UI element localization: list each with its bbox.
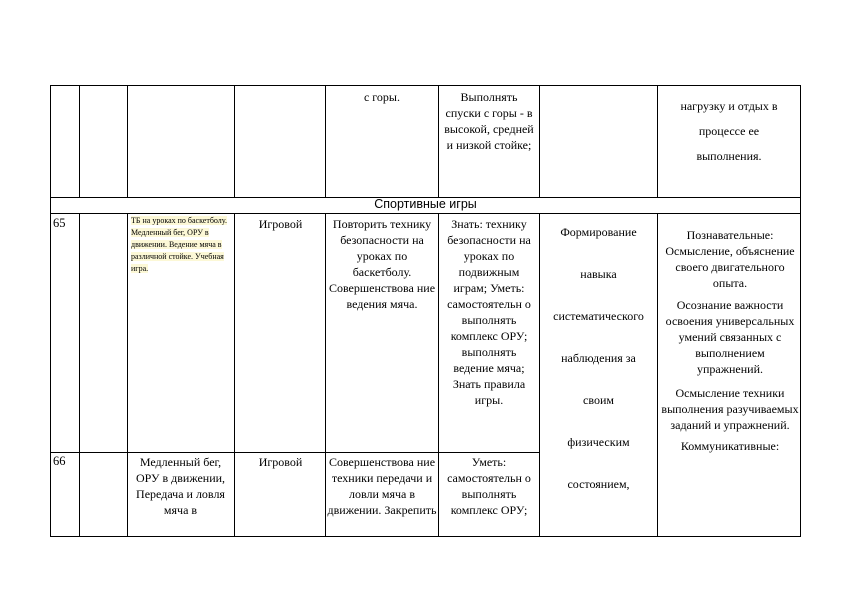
lesson-number: 65 [53, 216, 66, 230]
personal-line: систематического [553, 309, 644, 323]
col-divider [539, 85, 540, 198]
uud-block: Познавательные: Осмысление, объяснение своего двигательного опыта. [665, 228, 795, 290]
goal-cell-top: с горы. [363, 90, 400, 104]
col-divider [234, 214, 235, 537]
uud-line: процессе ее [698, 124, 760, 138]
lesson-topic [131, 215, 229, 275]
lesson-type: Игровой [258, 217, 303, 231]
personal-line: навыка [580, 267, 617, 281]
col-divider [438, 214, 439, 537]
col-divider [539, 214, 540, 537]
table-border [50, 85, 801, 86]
col-divider [657, 85, 658, 198]
uud-results [661, 227, 799, 454]
personal-line: физическим [567, 435, 630, 449]
personal-line: состоянием, [567, 477, 630, 491]
uud-block: Осмысление техники выполнения разучиваемых заданий и упражнений. [661, 386, 799, 432]
result-cell-top: Выполнять спуски с горы - в высокой, средней и низкой стойке; [444, 90, 534, 152]
col-divider [79, 214, 80, 537]
col-divider [657, 214, 658, 537]
lesson-result: Знать: технику безопасности на уроках по подвижным играм; Уметь: самостоятельн о выполнять комплекс ОРУ; выполнять ведение мяча; Знать правила игры. [447, 217, 531, 407]
uud-line: выполнения. [696, 149, 762, 163]
uud-block: Коммуникативные: [680, 439, 780, 453]
col-divider [438, 85, 439, 198]
personal-line: своим [583, 393, 614, 407]
personal-line: Формирование [560, 225, 637, 239]
lesson-result: Уметь: самостоятельн о выполнять комплекс ОРУ; [447, 455, 531, 517]
table-border [800, 85, 801, 537]
lesson-goal: Совершенствова ние техники передачи и ловли мяча в движении. Закрепить [327, 455, 437, 517]
lesson-topic-text: ТБ на уроках по баскетболу. Медленный бег, ОРУ в движении. Ведение мяча в различной стойке. Учебная игра. [131, 216, 227, 273]
personal-results [541, 211, 656, 505]
col-divider [127, 214, 128, 537]
col-divider [325, 214, 326, 537]
col-divider [234, 85, 235, 198]
col-divider [325, 85, 326, 198]
row-divider [50, 452, 539, 453]
uud-block: Осознание важности освоения универсальных умений связанных с выполнением упражнений. [665, 298, 795, 376]
lesson-type: Игровой [258, 455, 303, 469]
col-divider [79, 85, 80, 198]
lesson-number: 66 [53, 454, 66, 468]
col-divider [127, 85, 128, 198]
table-border [50, 85, 51, 537]
lesson-goal: Повторить технику безопасности на уроках по баскетболу. Совершенствова ние ведения мяча. [328, 217, 436, 311]
row-divider [50, 213, 801, 214]
uud-line: нагрузку и отдых в [680, 99, 778, 113]
lesson-topic: Медленный бег, ОРУ в движении, Передача и ловля мяча в [135, 455, 226, 517]
table-border [50, 536, 801, 537]
uud-cell-top [661, 94, 797, 169]
personal-line: наблюдения за [561, 351, 636, 365]
section-title: Спортивные игры [374, 197, 477, 211]
